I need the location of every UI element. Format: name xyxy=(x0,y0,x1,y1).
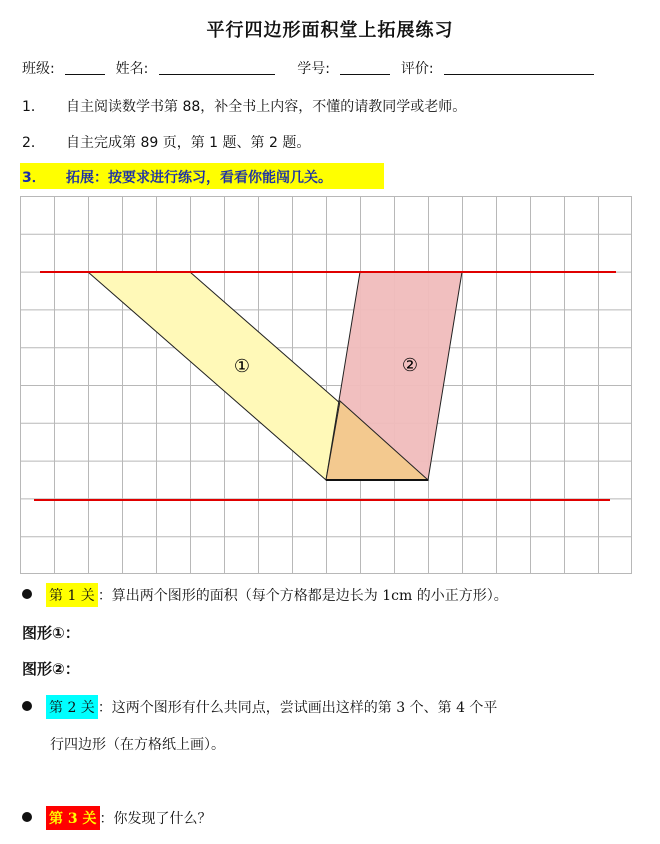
student-info-row xyxy=(22,58,600,78)
level-1-text: ：算出两个图形的面积（每个方格都是边长为 1cm 的小正方形）。 xyxy=(97,588,508,604)
shape-1-label: ① xyxy=(233,356,251,377)
grid-svg xyxy=(20,196,632,574)
level-3 xyxy=(22,806,212,830)
grid-lines xyxy=(20,196,632,574)
instruction-1 xyxy=(22,96,466,116)
shape-1-answer-label: 图形①： xyxy=(22,624,80,642)
bullet-icon xyxy=(22,701,32,711)
bullet-icon xyxy=(22,589,32,599)
instruction-2-text: 自主完成第 89 页，第 1 题、第 2 题。 xyxy=(66,135,311,151)
shape-2-answer-label: 图形②： xyxy=(22,660,80,678)
level-1-tag: 第 1 关 xyxy=(46,583,98,607)
student-id-blank[interactable] xyxy=(340,60,390,75)
level-2 xyxy=(22,695,497,719)
level-2-continuation: 行四边形（在方格纸上画）。 xyxy=(50,737,225,753)
instruction-2 xyxy=(22,132,310,152)
worksheet-title: 平行四边形面积堂上拓展练习 xyxy=(206,20,454,41)
name-blank[interactable] xyxy=(159,60,275,75)
student-id-label: 学号: xyxy=(297,61,330,77)
level-2-text: ：这两个图形有什么共同点，尝试画出这样的第 3 个、第 4 个平 xyxy=(97,700,498,716)
level-3-text: ：你发现了什么？ xyxy=(99,811,212,827)
grid-figure xyxy=(20,196,632,578)
name-label: 姓名: xyxy=(115,61,149,77)
level-3-tag: 第 3 关 xyxy=(46,806,100,830)
extension-text: 拓展：按要求进行练习，看看你能闯几关。 xyxy=(66,170,332,186)
score-label: 评价: xyxy=(400,61,434,77)
extension-num: 3． xyxy=(22,170,46,186)
shape-2-label: ② xyxy=(401,355,419,376)
instruction-1-text: 自主阅读数学书第 88，补全书上内容，不懂的请教同学或老师。 xyxy=(66,99,467,115)
class-label: 班级: xyxy=(22,61,55,77)
level-1 xyxy=(22,583,508,607)
level-2-tag: 第 2 关 xyxy=(46,695,98,719)
score-blank[interactable] xyxy=(444,60,594,75)
class-blank[interactable] xyxy=(65,60,105,75)
instruction-2-num: 2． xyxy=(22,135,45,151)
instruction-1-num: 1． xyxy=(22,99,45,115)
extension-heading xyxy=(22,167,332,187)
bullet-icon xyxy=(22,812,32,822)
